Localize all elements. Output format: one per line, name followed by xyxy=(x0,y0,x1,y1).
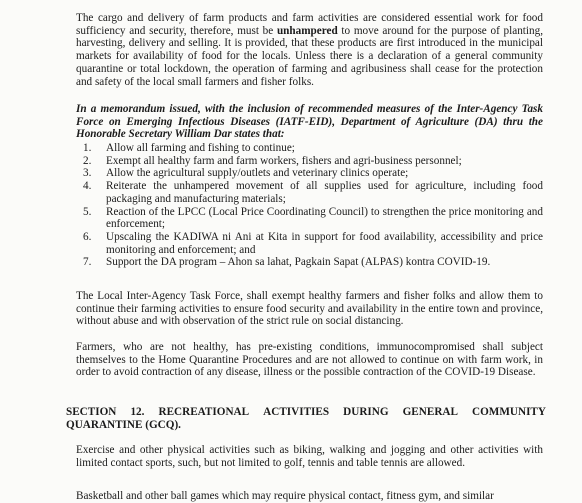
paragraph-basketball: Basketball and other ball games which may require physical contact, fitness gym, and similar xyxy=(76,490,494,502)
section-heading-word: SECTION xyxy=(66,406,117,418)
list-item-text: Allow the agricultural supply/outlets and veterinary clinics operate; xyxy=(106,167,409,180)
section-heading-word: COMMUNITY xyxy=(472,406,546,418)
list-item-text: Allow all farming and fishing to continue; xyxy=(106,142,295,154)
section-heading-word: ACTIVITIES xyxy=(263,406,330,418)
section-heading-line2: QUARANTINE (GCQ). xyxy=(66,418,181,431)
section-heading-word: DURING xyxy=(343,406,389,418)
list-item-text: Reaction of the LPCC (Local Price Coordinating Council) to strengthen the price monitoring and enforcement; xyxy=(106,205,543,231)
list-item-text: Support the DA program – Ahon sa lahat, Pagkain Sapat (ALPAS) kontra COVID-19. xyxy=(106,256,491,269)
paragraph-local-task-force: The Local Inter-Agency Task Force, shall exempt healthy farmers and fisher folks and allow them to continue their farming activities to ensure food security and availability in the entire town and province, without abuse and with observation of the strict rule on social distancing. xyxy=(76,290,543,328)
section-heading-word: 12. xyxy=(130,406,145,418)
section-heading-line1 xyxy=(66,406,546,419)
memorandum-intro: In a memorandum issued, with the inclusion of recommended measures of the Inter-Agency Task Force on Emerging Infectious Diseases (IATF-EID), Department of Agriculture (DA) thru the Honorable Secretary William Dar states that: xyxy=(76,103,543,141)
list-item-number: 5. xyxy=(83,205,92,218)
list-item-number: 7. xyxy=(83,256,92,269)
section-heading-word: RECREATIONAL xyxy=(158,406,250,418)
list-item-number: 2. xyxy=(83,154,92,167)
section-12-heading xyxy=(66,406,546,431)
list-item xyxy=(76,256,543,269)
measures-list xyxy=(76,142,543,269)
list-item xyxy=(76,142,543,155)
list-item-text: Upscaling the KADIWA ni Ani at Kita in support for food availability, accessibility and price monitoring and enforcement; and xyxy=(106,230,543,256)
paragraph-exercise: Exercise and other physical activities such as biking, walking and jogging and other activities with limited contact sports, such, but not limited to golf, tennis and table tennis are allowed. xyxy=(76,444,543,469)
list-item-number: 4. xyxy=(83,180,92,193)
list-item xyxy=(76,206,543,231)
list-item xyxy=(76,167,543,180)
list-item-text: Reiterate the unhampered movement of all supplies used for agriculture, including food packaging and manufacturing materials; xyxy=(106,180,543,205)
para1-bold: unhampered xyxy=(276,24,338,37)
para1-after: to move around for the purpose of planting, harvesting, delivery and selling. It is provided, that these products are first introduced in the municipal markets for availability of food for the locals. Unless there is a declaration of a general community quarantine or total lockdown, the operation of farming and agribusiness shall cease for the protection and safety of the local small farmers and fisher folks. xyxy=(76,24,543,88)
list-item-number: 3. xyxy=(83,167,92,180)
section-heading-word: GENERAL xyxy=(402,406,458,418)
list-item-number: 6. xyxy=(83,230,92,243)
list-item xyxy=(76,180,543,205)
para1-before: The cargo and delivery of farm products and farm activities are considered essential work for food sufficiency and security, therefore, must be xyxy=(76,12,543,37)
paragraph-unhealthy-farmers: Farmers, who are not healthy, has pre-existing conditions, immunocompromised shall subject themselves to the Home Quarantine Procedures and are not allowed to continue on with farm work, in order to avoid contraction of any disease, illness or the possible contraction of the COVID-19 Disease. xyxy=(76,341,543,379)
list-item xyxy=(76,231,543,256)
paragraph-farm-products xyxy=(76,12,543,88)
list-item-text: Exempt all healthy farm and farm workers, fishers and agri-business personnel; xyxy=(106,154,462,167)
list-item xyxy=(76,155,543,168)
list-item-number: 1. xyxy=(83,142,92,154)
